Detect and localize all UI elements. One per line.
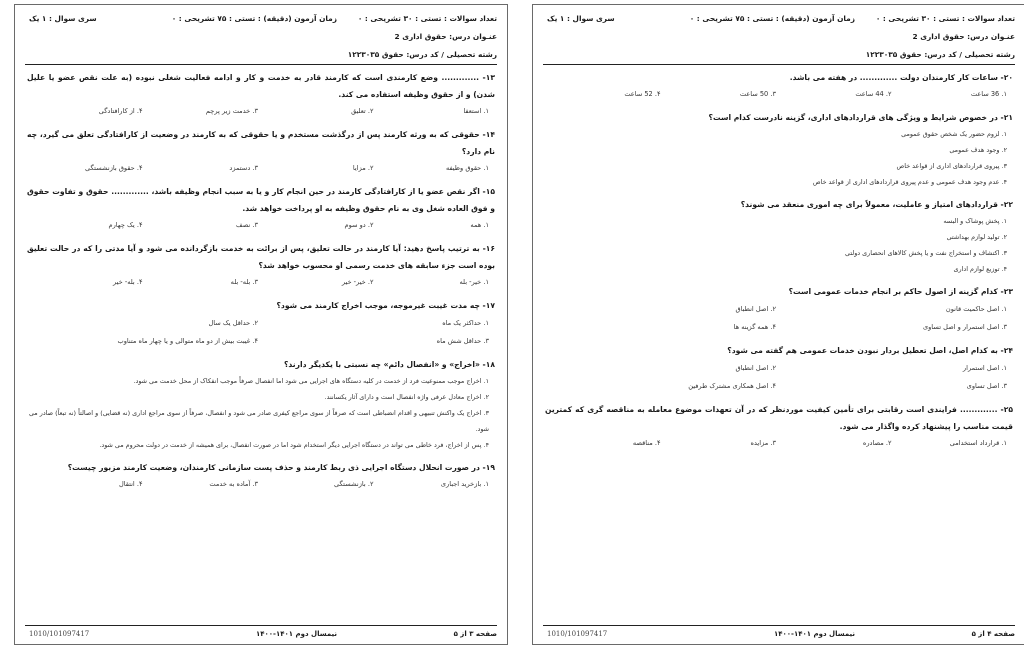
question-24	[545, 342, 1013, 395]
option-1[interactable]: ۱. حداکثر یک ماه	[442, 319, 489, 327]
question-text: ۱۸- «اخراج» و «انفصال دائم» چه نسبتی با یکدیگر دارند؟	[284, 360, 495, 369]
option-2[interactable]: ۲. مصادره	[862, 439, 892, 447]
field-code: رشته تحصیلی / کد درس: حقوق ۱۲۲۳۰۳۵	[347, 50, 497, 59]
options	[545, 213, 1013, 277]
option-2[interactable]: ۲. اصل انطباق	[735, 305, 776, 313]
page-footer	[543, 625, 1015, 640]
question-13	[27, 69, 495, 120]
question-20	[545, 69, 1013, 103]
questions-area	[545, 69, 1013, 620]
question-text: ۱۴- حقوقی که به ورثه کارمند پس از درگذشت مستخدم و یا حقوقی که به کارمند در وضعیت از کارافتادگی تعلق می گیرد، چه نام دارد؟	[27, 130, 495, 156]
option-2[interactable]: ۲. حداقل یک سال	[208, 319, 258, 327]
question-text: ۲۲- قراردادهای امتیاز و عاملیت، معمولاً برای چه اموری منعقد می شوند؟	[740, 200, 1013, 209]
exam-code: 1010/101097417	[547, 630, 608, 638]
question-text: ۲۵- ............. فرایندی است رقابتی برای تأمین کیفیت موردنظر که در آن تعهدات موضوع معامله به مناقصه گری که کمترین قیمت مناسب را پیشنهاد کرده واگذار می شود.	[545, 405, 1013, 431]
page-number: صفحه ۴ از ۵	[971, 630, 1015, 638]
questions-count: تعداد سوالات : تستی : ۳۰ تشریحی : ۰	[357, 14, 497, 23]
option-2[interactable]: ۲. مزایا	[352, 164, 374, 172]
option-3[interactable]: ۳. دستمزد	[229, 164, 258, 172]
questions-area	[27, 69, 495, 620]
option-2[interactable]: ۲. خیر- خیر	[341, 278, 374, 286]
question-25	[545, 401, 1013, 452]
course-title: عنـوان درس: حقوق اداری 2	[394, 32, 497, 41]
option-3[interactable]: ۳. نصف	[235, 221, 258, 229]
option-1[interactable]: ۱. 36 ساعت	[970, 90, 1007, 98]
option-2[interactable]: ۲. اصل انطباق	[735, 364, 776, 372]
course-title: عنـوان درس: حقوق اداری 2	[912, 32, 1015, 41]
option-1[interactable]: ۱. اصل حاکمیت قانون	[945, 305, 1007, 313]
option-4[interactable]: ۴. اصل همکاری مشترک طرفین	[688, 382, 776, 390]
option-4[interactable]: ۴. عدم وجود هدف عمومی و عدم پیروی قراردادهای اداری از قواعد خاص	[812, 178, 1007, 186]
question-text: ۱۳- ............. وضع کارمندی است که کارمند قادر به خدمت و کار و ادامه فعالیت شغلی نبوده (به علت نقص عضو یا علیل شدن) و از حقوق وظیفه استفاده می کند.	[27, 73, 495, 99]
options	[545, 86, 1013, 103]
option-3[interactable]: ۳. 50 ساعت	[739, 90, 776, 98]
question-22	[545, 196, 1013, 277]
options	[27, 314, 495, 350]
option-4[interactable]: ۴. پس از اخراج، فرد خاطی می تواند در دستگاه اجرایی دیگر استخدام شود اما در صورت انفصال، برای همیشه از خدمت در دولت محروم می شود.	[99, 441, 489, 449]
exam-page-3	[14, 4, 508, 645]
option-2[interactable]: ۲. دو سوم	[344, 221, 374, 229]
page-footer	[25, 625, 497, 640]
exam-time: زمان آزمون (دقیقه) : تستی : ۷۵ تشریحی : ۰	[171, 14, 337, 23]
question-text: ۲۳- کدام گزینه از اصول حاکم بر انجام خدمات عمومی است؟	[788, 287, 1013, 296]
question-text: ۱۵- اگر نقص عضو یا از کارافتادگی کارمند در حین انجام کار و یا به سبب انجام وظیفه باشد، ............. حقوق و تفاوت حقوق و فوق العاده شغل وی به نام حقوق وظیفه به او پرداخت خواهد شد.	[27, 187, 495, 213]
term-label: نیمسال دوم ۱۴۰۱-۱۴۰۰	[773, 630, 855, 638]
question-16	[27, 240, 495, 291]
option-1[interactable]: ۱. خیر- بله	[459, 278, 489, 286]
options	[27, 103, 495, 120]
header-divider	[25, 64, 497, 65]
page-header	[25, 11, 497, 67]
question-19	[27, 459, 495, 493]
option-3[interactable]: ۳. پیروی قراردادهای اداری از قواعد خاص	[896, 162, 1007, 170]
option-2[interactable]: ۲. وجود هدف عمومی	[949, 146, 1007, 154]
option-3[interactable]: ۳. مزایده	[750, 439, 776, 447]
option-1[interactable]: ۱. اخراج موجب ممنوعیت فرد از خدمت در کلیه دستگاه های اجرایی می شود اما انفصال صرفاً موجب انفکاک از محل خدمت می شود.	[133, 377, 489, 385]
options	[545, 300, 1013, 336]
question-series: سری سوال : ۱ یک	[547, 14, 615, 23]
question-18	[27, 356, 495, 453]
option-3[interactable]: ۳. بله- بله	[230, 278, 258, 286]
questions-count: تعداد سوالات : تستی : ۳۰ تشریحی : ۰	[875, 14, 1015, 23]
option-4[interactable]: ۴. 52 ساعت	[624, 90, 661, 98]
option-3[interactable]: ۳. خدمت زیر پرچم	[205, 107, 258, 115]
option-2[interactable]: ۲. تولید لوازم بهداشتی	[946, 233, 1007, 241]
page-number: صفحه ۳ از ۵	[453, 630, 497, 638]
option-4[interactable]: ۴. یک چهارم	[108, 221, 143, 229]
option-1[interactable]: ۱. قرارداد استخدامی	[949, 439, 1007, 447]
question-series: سری سوال : ۱ یک	[29, 14, 97, 23]
question-23	[545, 283, 1013, 336]
exam-time: زمان آزمون (دقیقه) : تستی : ۷۵ تشریحی : ۰	[689, 14, 855, 23]
field-code: رشته تحصیلی / کد درس: حقوق ۱۲۲۳۰۳۵	[865, 50, 1015, 59]
option-3[interactable]: ۳. اصل تساوی	[966, 382, 1007, 390]
option-3[interactable]: ۳. حداقل شش ماه	[436, 337, 489, 345]
option-3[interactable]: ۳. آماده به خدمت	[209, 480, 258, 488]
option-4[interactable]: ۴. همه گزینه ها	[733, 323, 776, 331]
option-4[interactable]: ۴. انتقال	[118, 480, 143, 488]
question-text: ۲۱- در خصوص شرایط و ویژگی های قراردادهای اداری، گزینه نادرست کدام است؟	[708, 113, 1013, 122]
option-4[interactable]: ۴. غیبت بیش از دو ماه متوالی و یا چهار ماه متناوب	[117, 337, 258, 345]
option-3[interactable]: ۳. اخراج یک واکنش تنبیهی و اقدام انضباطی است که صرفاً از سوی مراجع کیفری صادر می شود و انفصال، صرفاً از سوی مراجع اداری (نه قضایی) و اصالتاً (نه تبعاً) صادر می شود.	[28, 409, 489, 433]
option-4[interactable]: ۴. توزیع لوازم اداری	[953, 265, 1007, 273]
options	[27, 476, 495, 493]
option-1[interactable]: ۱. همه	[470, 221, 489, 229]
option-1[interactable]: ۱. استعفا	[463, 107, 489, 115]
exam-code: 1010/101097417	[29, 630, 90, 638]
option-1[interactable]: ۱. بازخرید اجباری	[440, 480, 489, 488]
exam-page-4	[532, 4, 1024, 645]
option-1[interactable]: ۱. اصل استمرار	[962, 364, 1007, 372]
option-1[interactable]: ۱. لزوم حضور یک شخص حقوق عمومی	[901, 130, 1007, 138]
question-text: ۲۰- ساعات کار کارمندان دولت ............. در هفته می باشد.	[789, 73, 1013, 82]
question-21	[545, 109, 1013, 190]
options	[27, 160, 495, 177]
option-2[interactable]: ۲. تعلیق	[351, 107, 374, 115]
question-text: ۱۶- به ترتیب پاسخ دهید: آیا کارمند در حالت تعلیق، پس از برائت به خدمت بازگردانده می شود و آیا مدتی را که در حالت تعلیق بوده است جزء سابقه های خدمت رسمی او محسوب خواهد شد؟	[27, 244, 495, 270]
option-4[interactable]: ۴. مناقصه	[632, 439, 661, 447]
option-2[interactable]: ۲. 44 ساعت	[855, 90, 892, 98]
options	[545, 435, 1013, 452]
options	[27, 373, 495, 453]
question-text: ۱۹- در صورت انحلال دستگاه اجرایی ذی ربط کارمند و حذف پست سازمانی کارمندان، وضعیت کارمند مزبور چیست؟	[67, 463, 495, 472]
option-1[interactable]: ۱. پخش پوشاک و البسه	[943, 217, 1007, 225]
options	[27, 217, 495, 234]
option-3[interactable]: ۳. اصل استمرار و اصل تساوی	[922, 323, 1007, 331]
options	[545, 126, 1013, 190]
question-14	[27, 126, 495, 177]
header-divider	[543, 64, 1015, 65]
options	[545, 359, 1013, 395]
question-text: ۲۴- به کدام اصل، اصل تعطیل بردار نبودن خدمات عمومی هم گفته می شود؟	[727, 346, 1013, 355]
option-1[interactable]: ۱. حقوق وظیفه	[445, 164, 489, 172]
page-header	[543, 11, 1015, 67]
option-3[interactable]: ۳. اکتشاف و استخراج نفت و یا پخش کالاهای انحصاری دولتی	[845, 249, 1007, 257]
option-4[interactable]: ۴. از کارافتادگی	[98, 107, 143, 115]
option-4[interactable]: ۴. بله- خیر	[113, 278, 143, 286]
question-17	[27, 297, 495, 350]
option-4[interactable]: ۴. حقوق بازنشستگی	[84, 164, 143, 172]
option-2[interactable]: ۲. اخراج معادل عرفی واژه انفصال است و دارای آثار یکسانند.	[324, 393, 489, 401]
question-15	[27, 183, 495, 234]
options	[27, 274, 495, 291]
option-2[interactable]: ۲. بازنشستگی	[334, 480, 374, 488]
question-text: ۱۷- چه مدت غیبت غیرموجه، موجب اخراج کارمند می شود؟	[276, 301, 495, 310]
term-label: نیمسال دوم ۱۴۰۱-۱۴۰۰	[255, 630, 337, 638]
